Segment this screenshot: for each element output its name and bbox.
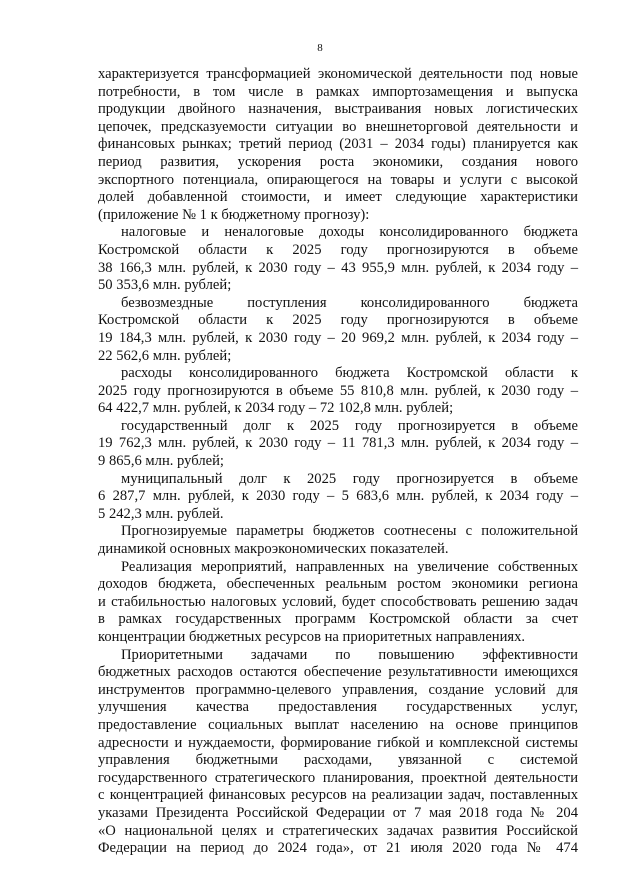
text-line: 19 762,3 млн. рублей, к 2030 году – 11 781,3 млн. рублей, к 2034 году – [98, 435, 578, 452]
text-line: и стабильностью налоговых условий, будет способствовать решению задач [98, 593, 578, 610]
text-line: Костромской области к 2025 году прогнозируются в объеме [98, 241, 578, 258]
text-line: бюджетных расходов остаются обеспечение результативности имеющихся [98, 664, 578, 681]
text-line: в рамках государственных программ Костромской области за счет [98, 611, 578, 628]
page-number: 8 [317, 42, 323, 54]
text-line: государственного стратегического планирования, проектной деятельности [98, 769, 578, 786]
text-line: характеризуется трансформацией экономической деятельности под новые [98, 66, 578, 82]
text-line: период развития, ускорения роста экономики, создания нового [98, 153, 578, 170]
text-line: 19 184,3 млн. рублей, к 2030 году – 20 969,2 млн. рублей, к 2034 году – [98, 329, 578, 346]
text-line: государственный долг к 2025 году прогнозируется в объеме [121, 417, 578, 434]
text-line: финансовых рынках; третий период (2031 – 2034 годы) планируется как [98, 136, 578, 153]
text-line: Приоритетными задачами по повышению эффективности [121, 646, 578, 663]
text-line: безвозмездные поступления консолидированного бюджета [121, 294, 578, 311]
text-line: Прогнозируемые параметры бюджетов соотнесены с положительной [121, 523, 578, 540]
text-line: 5 242,3 млн. рублей. [98, 505, 224, 522]
text-line: цепочек, предсказуемости ситуации во внешнеторговой деятельности и [98, 118, 578, 135]
text-line: (приложение № 1 к бюджетному прогнозу): [98, 206, 370, 223]
text-line: потребности, в том числе в рамках импортозамещения и выпуска [98, 83, 578, 100]
text-line: 2025 году прогнозируются в объеме 55 810,8 млн. рублей, к 2030 году – [98, 382, 578, 399]
text-line: Реализация мероприятий, направленных на увеличение собственных [121, 558, 578, 575]
text-line: динамикой основных макроэкономических показателей. [98, 541, 449, 558]
text-line: улучшения качества предоставления государственных услуг, [98, 699, 578, 716]
text-line: 50 353,6 млн. рублей; [98, 277, 232, 294]
document-body [98, 66, 578, 858]
text-line: 6 287,7 млн. рублей, к 2030 году – 5 683,6 млн. рублей, к 2034 году – [98, 488, 578, 505]
text-line: указами Президента Российской Федерации от 7 мая 2018 года № 204 [98, 804, 578, 821]
text-line: расходы консолидированного бюджета Костромской области к [121, 365, 578, 382]
text-line: 64 422,7 млн. рублей, к 2034 году – 72 102,8 млн. рублей; [98, 400, 454, 417]
text-line: 9 865,6 млн. рублей; [98, 453, 224, 470]
text-line: экспортного потенциала, опирающегося на товары и услуги с высокой [98, 171, 578, 188]
text-line: налоговые и неналоговые доходы консолидированного бюджета [121, 224, 578, 241]
text-line: концентрации бюджетных ресурсов на приоритетных направлениях. [98, 629, 526, 645]
text-line: доходов бюджета, обеспеченных реальным ростом экономики региона [98, 576, 578, 593]
text-line: Костромской области к 2025 году прогнозируются в объеме [98, 312, 578, 329]
text-line: с концентрацией финансовых ресурсов на реализации задач, поставленных [98, 787, 578, 804]
text-line: инструментов программно-целевого управления, создание условий для [98, 681, 578, 698]
text-line: муниципальный долг к 2025 году прогнозируется в объеме [121, 470, 578, 487]
text-line: управления бюджетными расходами, увязанной с системой [98, 752, 578, 769]
text-line: 38 166,3 млн. рублей, к 2030 году – 43 955,9 млн. рублей, к 2034 году – [98, 259, 578, 276]
text-line: предоставление социальных выплат населению на основе принципов [98, 716, 578, 733]
text-line: 22 562,6 млн. рублей; [98, 347, 232, 364]
text-line: долей добавленной стоимости, и имеет следующие характеристики [98, 189, 578, 206]
text-line: адресности и нуждаемости, формирование гибкой и комплексной системы [98, 734, 578, 751]
text-line: «О национальной целях и стратегических задачах развития Российской [98, 822, 578, 839]
text-line: Федерации на период до 2024 года», от 21 июля 2020 года № 474 [98, 840, 578, 857]
text-line: продукции двойного назначения, выстраивания новых логистических [98, 101, 578, 118]
